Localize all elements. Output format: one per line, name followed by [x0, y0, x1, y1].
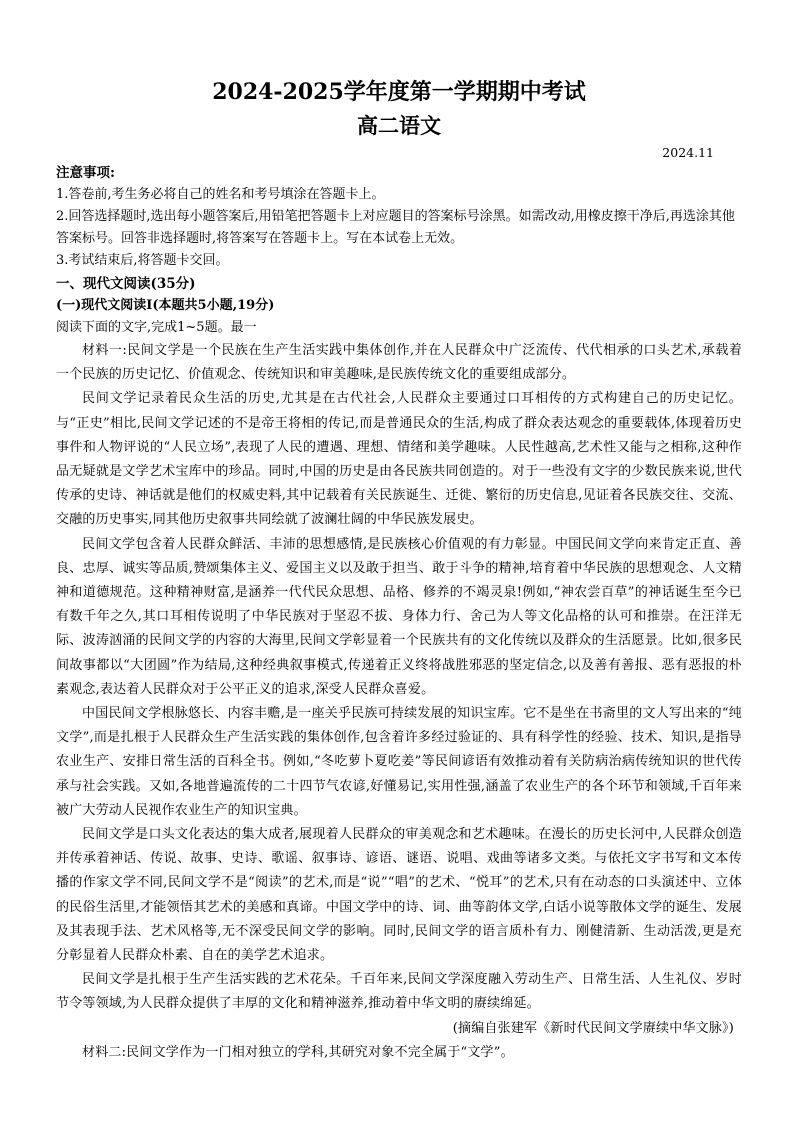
note-item: 1.答卷前,考生务必将自己的姓名和考号填涂在答题卡上。 [56, 187, 385, 202]
material-one [56, 339, 742, 1065]
material-paragraph: 民间文学是扎根于生产生活实践的艺术花朵。千百年来,民间文学深度融入劳动生产、日常生活、人生礼仪、岁时节令等领域,为人民群众提供了丰厚的文化和精神滋养,推动着中华文明的赓续绵延。 [56, 972, 742, 1012]
material-paragraph: 民间文学记录着民众生活的历史,尤其是在古代社会,人民群众主要通过口耳相传的方式构建自己的历史记忆。与“正史”相比,民间文学记述的不是帝王将相的传记,而是普通民众的生活,构成了群众表达观念的重要载体,体现着历史事件和人物评说的“人民立场”,表现了人民的遭遇、理想、情绪和美学趣味。人民性越高,艺术性又能与之相称,这种作品无疑就是文学艺术宝库中的珍品。同时,中国的历史是由各民族共同创造的。对于一些没有文字的少数民族来说,世代传承的史诗、神话就是他们的权威史料,其中记载着有关民族诞生、迁徙、繁衍的历史信息,见证着各民族交往、交流、交融的历史事实,同其他历史叙事共同绘就了波澜壮阔的中华民族发展史。 [56, 391, 742, 528]
subsection-title: (一)现代文阅读Ⅰ(本题共5小题,19分) [56, 298, 275, 313]
material-paragraph: 民间文学是口头文化表达的集大成者,展现着人民群众的审美观念和艺术趣味。在漫长的历史长河中,人民群众创造并传承着神话、传说、故事、史诗、歌谣、叙事诗、谚语、谜语、说唱、戏曲等诸多文类。与依托文字书写和文本传播的作家文学不同,民间文学不是“阅读”的艺术,而是“说”“唱”的艺术、“悦耳”的艺术,只有在动态的口头演述中、立体的民俗生活里,才能领悟其艺术的美感和真谛。中国文学中的诗、词、曲等韵体文学,白话小说等散体文学的诞生、发展及其表现手法、艺术风格等,无不深受民间文学的影响。同时,民间文学的语言质朴有力、刚健清新、生动活泼,更是充分彰显着人民群众朴素、自在的美学艺术追求。 [56, 827, 742, 964]
exam-title: 2024-2025学年度第一学期期中考试 [212, 79, 586, 105]
material-paragraph: 民间文学包含着人民群众鲜活、丰沛的思想感情,是民族核心价值观的有力彰显。中国民间文学向来肯定正直、善良、忠厚、诚实等品质,赞颂集体主义、爱国主义以及敢于担当、敢于斗争的精神,培育着中华民族的思想观念、人文精神和道德规范。这种精神财富,是涵养一代代民众思想、品格、修养的不竭灵泉!例如,“神农尝百草”的神话诞生至今已有数千年之久,其口耳相传说明了中华民族对于坚忍不拔、身体力行、舍己为人等文化品格的认可和推崇。在汪洋无际、波涛汹涌的民间文学的内容的大海里,民间文学彰显着一个民族共有的文化传统以及群众的生活愿景。比如,很多民间故事都以“大团圆”作为结局,这种经典叙事模式,传递着正义终将战胜邪恶的坚定信念,以及善有善报、恶有恶报的朴素观念,表达着人民群众对于公平正义的追求,深受人民群众喜爱。 [56, 536, 742, 697]
exam-page [56, 78, 742, 1065]
material-paragraph: 中国民间文学根脉悠长、内容丰赡,是一座关乎民族可持续发展的知识宝库。它不是坐在书斋里的文人写出来的“纯文学”,而是扎根于人民群众生产生活实践的集体创作,包含着许多经过验证的、具有科学性的经验、技术、知识,是指导农业生产、安排日常生活的百科全书。例如,“冬吃萝卜夏吃姜”等民间谚语有效推动着有关防病治病传统知识的世代传承与社会实践。又如,各地普遍流传的二十四节气农谚,好懂易记,实用性强,涵盖了农业生产的各个环节和领域,千百年来被广大劳动人民视作农业生产的知识宝典。 [56, 706, 742, 818]
section-title: 一、现代文阅读(35分) [56, 276, 196, 292]
exam-subject: 高二语文 [357, 113, 441, 138]
material-two-opening: 材料二:民间文学作为一门相对独立的学科,其研究对象不完全属于“文学”。 [82, 1044, 514, 1060]
material-source: (摘编自张建军《新时代民间文学赓续中华文脉》) [452, 1020, 734, 1036]
reading-instruction: 阅读下面的文字,完成1~5题。最一 [56, 320, 257, 335]
note-item: 2.回答选择题时,选出每小题答案后,用铅笔把答题卡上对应题目的答案标号涂黑。如需改动,用橡皮擦干净后,再选涂其他答案标号。回答非选择题时,将答案写在答题卡上。写在本试卷上无效。 [56, 209, 735, 246]
note-item: 3.考试结束后,将答题卡交回。 [56, 253, 229, 268]
material-paragraph: 材料一:民间文学是一个民族在生产生活实践中集体创作,并在人民群众中广泛流传、代代相承的口头艺术,承载着一个民族的历史记忆、价值观念、传统知识和审美趣味,是民族传统文化的重要组成部分。 [56, 343, 742, 383]
notes-list [56, 184, 742, 272]
exam-date: 2024.11 [662, 145, 714, 160]
notes-heading: 注意事项: [56, 165, 115, 181]
